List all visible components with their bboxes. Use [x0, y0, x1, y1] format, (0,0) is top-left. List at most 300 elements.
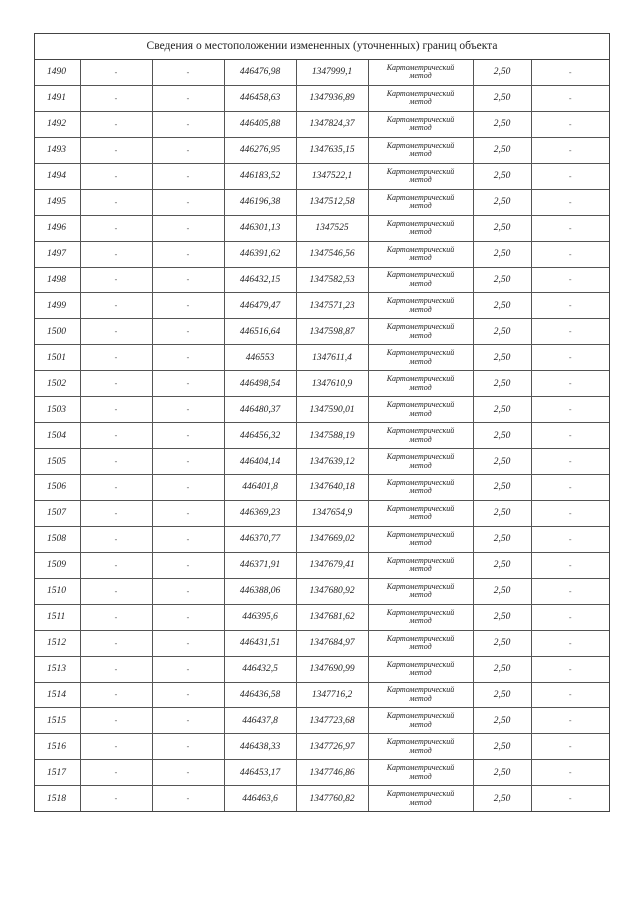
- y-coordinate-cell: 1347639,12: [296, 449, 368, 475]
- point-number-cell: 1505: [35, 449, 80, 475]
- x-coordinate-cell: 446456,32: [224, 423, 296, 449]
- x-coordinate-cell: 446370,77: [224, 526, 296, 552]
- point-number-cell: 1494: [35, 163, 80, 189]
- empty-cell: -: [531, 371, 609, 397]
- x-coordinate-cell: 446388,06: [224, 578, 296, 604]
- point-number-cell: 1496: [35, 215, 80, 241]
- method-line-1: Картометрический: [386, 166, 455, 176]
- method-line-2: метод: [409, 512, 432, 522]
- point-number-cell: 1513: [35, 656, 80, 682]
- empty-cell: -: [80, 423, 152, 449]
- method-line-1: Картометрический: [386, 348, 455, 358]
- method-line-2: метод: [409, 123, 432, 133]
- method-line-2: метод: [409, 564, 432, 574]
- table-row: [35, 604, 609, 630]
- method-line-2: метод: [409, 175, 432, 185]
- method-line-2: метод: [409, 382, 432, 392]
- method-line-1: Картометрический: [386, 192, 455, 202]
- empty-cell: -: [80, 475, 152, 501]
- accuracy-cell: 2,50: [473, 786, 531, 811]
- accuracy-cell: 2,50: [473, 682, 531, 708]
- method-line-2: метод: [409, 278, 432, 288]
- point-number-cell: 1498: [35, 267, 80, 293]
- empty-cell: -: [531, 526, 609, 552]
- y-coordinate-cell: 1347746,86: [296, 760, 368, 786]
- table-row: [35, 345, 609, 371]
- method-cell: [368, 319, 473, 345]
- empty-cell: -: [531, 189, 609, 215]
- table-row: [35, 60, 609, 85]
- method-cell: [368, 786, 473, 811]
- empty-cell: -: [80, 630, 152, 656]
- method-line-1: Картометрический: [386, 62, 455, 72]
- point-number-cell: 1499: [35, 293, 80, 319]
- point-number-cell: 1497: [35, 241, 80, 267]
- empty-cell: -: [152, 85, 224, 111]
- method-line-2: метод: [409, 149, 432, 159]
- y-coordinate-cell: 1347525: [296, 215, 368, 241]
- empty-cell: -: [152, 423, 224, 449]
- x-coordinate-cell: 446480,37: [224, 397, 296, 423]
- method-cell: [368, 500, 473, 526]
- method-cell: [368, 163, 473, 189]
- x-coordinate-cell: 446432,5: [224, 656, 296, 682]
- empty-cell: -: [152, 708, 224, 734]
- empty-cell: -: [80, 786, 152, 811]
- method-line-1: Картометрический: [386, 426, 455, 436]
- table-row: [35, 137, 609, 163]
- method-line-2: метод: [409, 590, 432, 600]
- point-number-cell: 1511: [35, 604, 80, 630]
- y-coordinate-cell: 1347522,1: [296, 163, 368, 189]
- accuracy-cell: 2,50: [473, 708, 531, 734]
- method-cell: [368, 345, 473, 371]
- empty-cell: -: [152, 475, 224, 501]
- point-number-cell: 1501: [35, 345, 80, 371]
- table-row: [35, 475, 609, 501]
- accuracy-cell: 2,50: [473, 630, 531, 656]
- empty-cell: -: [531, 423, 609, 449]
- method-cell: [368, 656, 473, 682]
- empty-cell: -: [152, 500, 224, 526]
- empty-cell: -: [531, 345, 609, 371]
- method-line-2: метод: [409, 330, 432, 340]
- method-line-1: Картометрический: [386, 607, 455, 617]
- method-line-2: метод: [409, 227, 432, 237]
- y-coordinate-cell: 1347679,41: [296, 552, 368, 578]
- table-row: [35, 786, 609, 811]
- method-cell: [368, 552, 473, 578]
- accuracy-cell: 2,50: [473, 500, 531, 526]
- empty-cell: -: [531, 682, 609, 708]
- y-coordinate-cell: 1347635,15: [296, 137, 368, 163]
- x-coordinate-cell: 446479,47: [224, 293, 296, 319]
- method-line-1: Картометрический: [386, 737, 455, 747]
- method-line-1: Картометрический: [386, 789, 455, 799]
- method-line-2: метод: [409, 201, 432, 211]
- table-row: [35, 293, 609, 319]
- empty-cell: -: [80, 526, 152, 552]
- point-number-cell: 1506: [35, 475, 80, 501]
- accuracy-cell: 2,50: [473, 137, 531, 163]
- y-coordinate-cell: 1347690,99: [296, 656, 368, 682]
- y-coordinate-cell: 1347760,82: [296, 786, 368, 811]
- empty-cell: -: [152, 786, 224, 811]
- empty-cell: -: [152, 630, 224, 656]
- y-coordinate-cell: 1347654,9: [296, 500, 368, 526]
- method-line-1: Картометрический: [386, 114, 455, 124]
- empty-cell: -: [80, 111, 152, 137]
- accuracy-cell: 2,50: [473, 293, 531, 319]
- method-line-2: метод: [409, 304, 432, 314]
- point-number-cell: 1507: [35, 500, 80, 526]
- method-line-2: метод: [409, 668, 432, 678]
- x-coordinate-cell: 446301,13: [224, 215, 296, 241]
- accuracy-cell: 2,50: [473, 60, 531, 85]
- x-coordinate-cell: 446436,58: [224, 682, 296, 708]
- table-row: [35, 760, 609, 786]
- empty-cell: -: [152, 293, 224, 319]
- empty-cell: -: [152, 526, 224, 552]
- empty-cell: -: [152, 449, 224, 475]
- empty-cell: -: [531, 163, 609, 189]
- empty-cell: -: [531, 449, 609, 475]
- empty-cell: -: [531, 630, 609, 656]
- coordinates-table: [35, 60, 609, 811]
- y-coordinate-cell: 1347824,37: [296, 111, 368, 137]
- method-cell: [368, 60, 473, 85]
- y-coordinate-cell: 1347681,62: [296, 604, 368, 630]
- method-cell: [368, 449, 473, 475]
- table-row: [35, 241, 609, 267]
- method-line-2: метод: [409, 719, 432, 729]
- boundary-table-section: [34, 33, 610, 812]
- table-row: [35, 630, 609, 656]
- x-coordinate-cell: 446371,91: [224, 552, 296, 578]
- y-coordinate-cell: 1347680,92: [296, 578, 368, 604]
- y-coordinate-cell: 1347598,87: [296, 319, 368, 345]
- point-number-cell: 1518: [35, 786, 80, 811]
- empty-cell: -: [531, 319, 609, 345]
- accuracy-cell: 2,50: [473, 345, 531, 371]
- y-coordinate-cell: 1347669,02: [296, 526, 368, 552]
- empty-cell: -: [152, 189, 224, 215]
- empty-cell: -: [152, 682, 224, 708]
- method-line-1: Картометрический: [386, 555, 455, 565]
- accuracy-cell: 2,50: [473, 656, 531, 682]
- empty-cell: -: [531, 85, 609, 111]
- empty-cell: -: [152, 397, 224, 423]
- table-row: [35, 578, 609, 604]
- point-number-cell: 1509: [35, 552, 80, 578]
- x-coordinate-cell: 446432,15: [224, 267, 296, 293]
- method-line-2: метод: [409, 693, 432, 703]
- method-cell: [368, 423, 473, 449]
- y-coordinate-cell: 1347610,9: [296, 371, 368, 397]
- accuracy-cell: 2,50: [473, 111, 531, 137]
- method-line-1: Картометрический: [386, 477, 455, 487]
- empty-cell: -: [531, 137, 609, 163]
- x-coordinate-cell: 446369,23: [224, 500, 296, 526]
- accuracy-cell: 2,50: [473, 397, 531, 423]
- method-line-2: метод: [409, 356, 432, 366]
- empty-cell: -: [152, 656, 224, 682]
- point-number-cell: 1503: [35, 397, 80, 423]
- accuracy-cell: 2,50: [473, 85, 531, 111]
- accuracy-cell: 2,50: [473, 552, 531, 578]
- x-coordinate-cell: 446553: [224, 345, 296, 371]
- x-coordinate-cell: 446395,6: [224, 604, 296, 630]
- section-title: Сведения о местоположении измененных (уточненных) границ объекта: [35, 34, 609, 60]
- method-line-2: метод: [409, 408, 432, 418]
- empty-cell: -: [80, 60, 152, 85]
- y-coordinate-cell: 1347590,01: [296, 397, 368, 423]
- method-line-1: Картометрический: [386, 763, 455, 773]
- accuracy-cell: 2,50: [473, 241, 531, 267]
- method-line-1: Картометрический: [386, 529, 455, 539]
- x-coordinate-cell: 446401,8: [224, 475, 296, 501]
- y-coordinate-cell: 1347936,89: [296, 85, 368, 111]
- accuracy-cell: 2,50: [473, 163, 531, 189]
- x-coordinate-cell: 446391,62: [224, 241, 296, 267]
- method-cell: [368, 371, 473, 397]
- accuracy-cell: 2,50: [473, 526, 531, 552]
- empty-cell: -: [531, 578, 609, 604]
- method-line-2: метод: [409, 745, 432, 755]
- method-cell: [368, 526, 473, 552]
- point-number-cell: 1495: [35, 189, 80, 215]
- accuracy-cell: 2,50: [473, 449, 531, 475]
- method-line-1: Картометрический: [386, 218, 455, 228]
- method-line-1: Картометрический: [386, 503, 455, 513]
- x-coordinate-cell: 446438,33: [224, 734, 296, 760]
- empty-cell: -: [531, 552, 609, 578]
- method-cell: [368, 137, 473, 163]
- method-line-2: метод: [409, 460, 432, 470]
- method-line-1: Картометрический: [386, 244, 455, 254]
- empty-cell: -: [531, 475, 609, 501]
- empty-cell: -: [80, 85, 152, 111]
- empty-cell: -: [531, 241, 609, 267]
- method-line-2: метод: [409, 642, 432, 652]
- empty-cell: -: [80, 604, 152, 630]
- method-line-1: Картометрический: [386, 633, 455, 643]
- method-cell: [368, 241, 473, 267]
- table-row: [35, 734, 609, 760]
- method-line-1: Картометрический: [386, 88, 455, 98]
- y-coordinate-cell: 1347726,97: [296, 734, 368, 760]
- accuracy-cell: 2,50: [473, 423, 531, 449]
- empty-cell: -: [80, 682, 152, 708]
- table-row: [35, 708, 609, 734]
- y-coordinate-cell: 1347723,68: [296, 708, 368, 734]
- empty-cell: -: [80, 267, 152, 293]
- table-row: [35, 423, 609, 449]
- empty-cell: -: [152, 137, 224, 163]
- method-line-2: метод: [409, 538, 432, 548]
- x-coordinate-cell: 446431,51: [224, 630, 296, 656]
- y-coordinate-cell: 1347640,18: [296, 475, 368, 501]
- empty-cell: -: [80, 708, 152, 734]
- empty-cell: -: [531, 708, 609, 734]
- empty-cell: -: [531, 604, 609, 630]
- empty-cell: -: [152, 734, 224, 760]
- accuracy-cell: 2,50: [473, 319, 531, 345]
- method-cell: [368, 267, 473, 293]
- table-row: [35, 449, 609, 475]
- table-row: [35, 163, 609, 189]
- empty-cell: -: [531, 786, 609, 811]
- method-line-2: метод: [409, 771, 432, 781]
- table-row: [35, 656, 609, 682]
- method-line-1: Картометрический: [386, 452, 455, 462]
- point-number-cell: 1515: [35, 708, 80, 734]
- empty-cell: -: [80, 345, 152, 371]
- table-row: [35, 319, 609, 345]
- empty-cell: -: [531, 60, 609, 85]
- method-line-1: Картометрический: [386, 322, 455, 332]
- accuracy-cell: 2,50: [473, 475, 531, 501]
- empty-cell: -: [80, 293, 152, 319]
- accuracy-cell: 2,50: [473, 267, 531, 293]
- empty-cell: -: [531, 111, 609, 137]
- method-line-2: метод: [409, 797, 432, 807]
- x-coordinate-cell: 446437,8: [224, 708, 296, 734]
- empty-cell: -: [80, 449, 152, 475]
- empty-cell: -: [80, 734, 152, 760]
- table-row: [35, 189, 609, 215]
- x-coordinate-cell: 446453,17: [224, 760, 296, 786]
- accuracy-cell: 2,50: [473, 578, 531, 604]
- method-line-2: метод: [409, 253, 432, 263]
- method-cell: [368, 111, 473, 137]
- x-coordinate-cell: 446458,63: [224, 85, 296, 111]
- table-row: [35, 111, 609, 137]
- table-row: [35, 552, 609, 578]
- method-line-2: метод: [409, 616, 432, 626]
- accuracy-cell: 2,50: [473, 604, 531, 630]
- table-row: [35, 371, 609, 397]
- empty-cell: -: [531, 500, 609, 526]
- point-number-cell: 1490: [35, 60, 80, 85]
- method-line-2: метод: [409, 434, 432, 444]
- method-cell: [368, 630, 473, 656]
- empty-cell: -: [152, 111, 224, 137]
- method-line-1: Картометрический: [386, 581, 455, 591]
- empty-cell: -: [80, 760, 152, 786]
- method-cell: [368, 682, 473, 708]
- empty-cell: -: [80, 578, 152, 604]
- empty-cell: -: [531, 293, 609, 319]
- method-cell: [368, 85, 473, 111]
- x-coordinate-cell: 446183,52: [224, 163, 296, 189]
- empty-cell: -: [80, 371, 152, 397]
- x-coordinate-cell: 446404,14: [224, 449, 296, 475]
- empty-cell: -: [80, 137, 152, 163]
- table-row: [35, 215, 609, 241]
- method-line-1: Картометрический: [386, 659, 455, 669]
- empty-cell: -: [152, 345, 224, 371]
- method-cell: [368, 189, 473, 215]
- method-line-1: Картометрический: [386, 400, 455, 410]
- point-number-cell: 1504: [35, 423, 80, 449]
- method-line-1: Картометрический: [386, 140, 455, 150]
- method-line-1: Картометрический: [386, 270, 455, 280]
- method-line-1: Картометрический: [386, 296, 455, 306]
- point-number-cell: 1500: [35, 319, 80, 345]
- empty-cell: -: [80, 241, 152, 267]
- empty-cell: -: [531, 215, 609, 241]
- accuracy-cell: 2,50: [473, 215, 531, 241]
- method-line-2: метод: [409, 97, 432, 107]
- y-coordinate-cell: 1347611,4: [296, 345, 368, 371]
- empty-cell: -: [152, 60, 224, 85]
- method-cell: [368, 604, 473, 630]
- empty-cell: -: [80, 319, 152, 345]
- table-row: [35, 85, 609, 111]
- x-coordinate-cell: 446196,38: [224, 189, 296, 215]
- x-coordinate-cell: 446463,6: [224, 786, 296, 811]
- point-number-cell: 1508: [35, 526, 80, 552]
- empty-cell: -: [80, 163, 152, 189]
- empty-cell: -: [152, 371, 224, 397]
- method-cell: [368, 215, 473, 241]
- point-number-cell: 1510: [35, 578, 80, 604]
- point-number-cell: 1512: [35, 630, 80, 656]
- empty-cell: -: [531, 734, 609, 760]
- table-row: [35, 500, 609, 526]
- method-cell: [368, 734, 473, 760]
- empty-cell: -: [80, 500, 152, 526]
- method-line-1: Картометрический: [386, 685, 455, 695]
- empty-cell: -: [152, 578, 224, 604]
- empty-cell: -: [531, 267, 609, 293]
- y-coordinate-cell: 1347546,56: [296, 241, 368, 267]
- method-cell: [368, 293, 473, 319]
- point-number-cell: 1493: [35, 137, 80, 163]
- x-coordinate-cell: 446276,95: [224, 137, 296, 163]
- y-coordinate-cell: 1347716,2: [296, 682, 368, 708]
- empty-cell: -: [152, 215, 224, 241]
- empty-cell: -: [152, 163, 224, 189]
- table-row: [35, 267, 609, 293]
- x-coordinate-cell: 446405,88: [224, 111, 296, 137]
- empty-cell: -: [152, 552, 224, 578]
- method-cell: [368, 578, 473, 604]
- point-number-cell: 1516: [35, 734, 80, 760]
- table-row: [35, 682, 609, 708]
- method-line-2: метод: [409, 486, 432, 496]
- y-coordinate-cell: 1347512,58: [296, 189, 368, 215]
- method-cell: [368, 397, 473, 423]
- x-coordinate-cell: 446516,64: [224, 319, 296, 345]
- accuracy-cell: 2,50: [473, 371, 531, 397]
- empty-cell: -: [152, 267, 224, 293]
- y-coordinate-cell: 1347571,23: [296, 293, 368, 319]
- empty-cell: -: [531, 760, 609, 786]
- point-number-cell: 1502: [35, 371, 80, 397]
- point-number-cell: 1517: [35, 760, 80, 786]
- method-cell: [368, 475, 473, 501]
- empty-cell: -: [80, 656, 152, 682]
- empty-cell: -: [152, 604, 224, 630]
- x-coordinate-cell: 446476,98: [224, 60, 296, 85]
- point-number-cell: 1491: [35, 85, 80, 111]
- empty-cell: -: [531, 656, 609, 682]
- empty-cell: -: [80, 552, 152, 578]
- table-row: [35, 397, 609, 423]
- method-line-1: Картометрический: [386, 374, 455, 384]
